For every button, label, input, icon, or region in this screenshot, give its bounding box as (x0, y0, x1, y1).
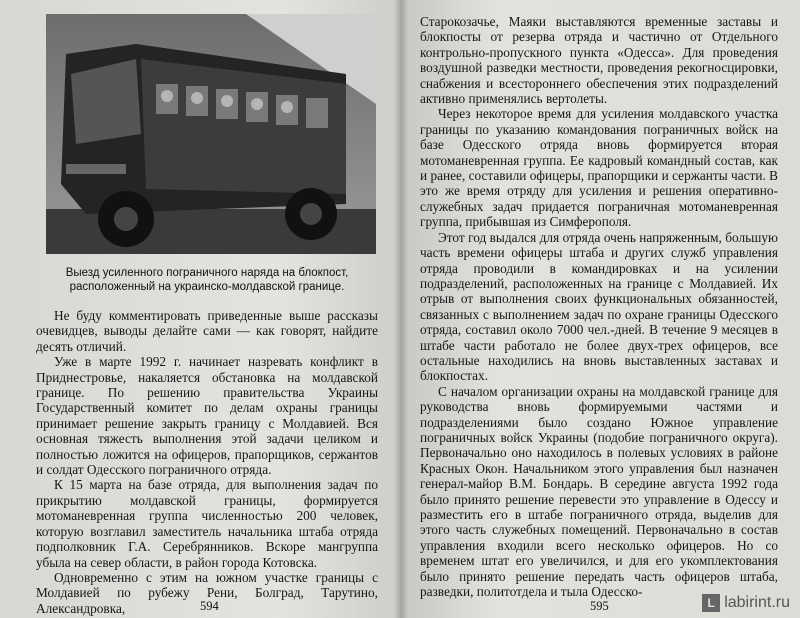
labirint-watermark (702, 594, 790, 612)
left-paragraph: Не буду комментировать приведенные выше рассказы очевидцев, выводы делайте сами — как говорят, найдите десять отличий. (36, 308, 378, 354)
page-number-left: 594 (200, 599, 219, 613)
right-paragraph: Через некоторое время для усиления молдавского участка границы по указанию командования пограничных войск на базе Одесского отряда вновь формируется вторая мотоманевренная группа. Ее кадровый командный состав, как и ранее, составили офицеры, прапорщики и сержанты части. В это же время отряду для усиления и решения оперативно-служебных задач придается пограничная мотоманевренная группа, прибывшая из Симферополя. (420, 106, 778, 230)
truck-photo-image (46, 14, 376, 254)
labirint-logo-icon: L (702, 594, 720, 612)
page-number-right: 595 (590, 599, 609, 613)
right-paragraph: Этот год выдался для отряда очень напряженным, большую часть времени офицеры штаба и других служб управления отряда проводили в командировках и на усилении подразделений, расположенных на границе с Молдавией. Их отрыв от выполнения своих функциональных обязанностей, связанных с выполнением задач по охране границы Одесского отряда, составил около 7000 чел.-дней. В течение 9 месяцев в штабе части работало не более двух-трех офицеров, все остальные находились на вновь выставленных заставах и блокпостах. (420, 229, 778, 384)
right-paragraph: С началом организации охраны на молдавской границе для руководства вновь формируемыми частями и подразделениями было создано Южное управление пограничных войск Украины (подобие пограничного округа). Первоначально оно находилось в полевых условиях в районе Красных Окон. Начальником этого управления был назначен генерал-майор В.М. Бондарь. В середине августа 1992 года было принято решение перевести это управление в Одессу и разместить его в штабе пограничного отряда, выделив для этого часть служебных помещений. Первоначально в состав управления входили всего несколько офицеров. Но со временем штат его увеличился, и для его укомплектования было принято решение передать часть офицеров штаба, разведки, политотдела и тыла Одесско- (420, 383, 778, 600)
left-paragraph: Уже в марте 1992 г. начинает назревать конфликт в Приднестровье, накаляется обстановка на молдавской границе. По решению правительства Украины Государственный комитет по делам охраны границы принимает решение закрыть границу с Молдавией. Вся основная тяжесть выполнения этой задачи целиком и полностью ложится на офицеров, прапорщиков, сержантов и солдат Одесского пограничного отряда. (36, 354, 378, 478)
right-paragraph: Старокозачье, Маяки выставляются временные заставы и блокпосты от резерва отряда и частично от Отдельного контрольно-пропускного пункта «Одесса». Для проведения воздушной разведки местности, проведения рекогносцировки, снабжения и всестороннего обеспечения этих подразделений активно применялись вертолеты. (420, 14, 778, 107)
left-paragraph: К 15 марта на базе отряда, для выполнения задач по прикрытию молдавской границы, формируется мотоманевренная группа численностью 200 человек, которую возглавил заместитель начальника штаба отряда подполковник Г.А. Серебрянников. Вскоре мангруппа убыла на север области, в район города Котовска. (36, 477, 378, 570)
photo-caption (36, 266, 378, 294)
right-text (420, 14, 778, 599)
watermark-text: labirint.ru (724, 594, 790, 611)
left-text (36, 308, 378, 616)
book-gutter (394, 0, 408, 618)
caption-line-1: Выезд усиленного пограничного наряда на блокпост, (65, 267, 349, 279)
truck-photo (46, 14, 376, 254)
right-page (400, 0, 800, 618)
caption-line-2: расположенный на украинско-молдавской границе. (69, 281, 345, 293)
left-paragraph: Одновременно с этим на южном участке границы с Молдавией по рубежу Рени, Болград, Тарутино, Александровка, (36, 569, 378, 616)
